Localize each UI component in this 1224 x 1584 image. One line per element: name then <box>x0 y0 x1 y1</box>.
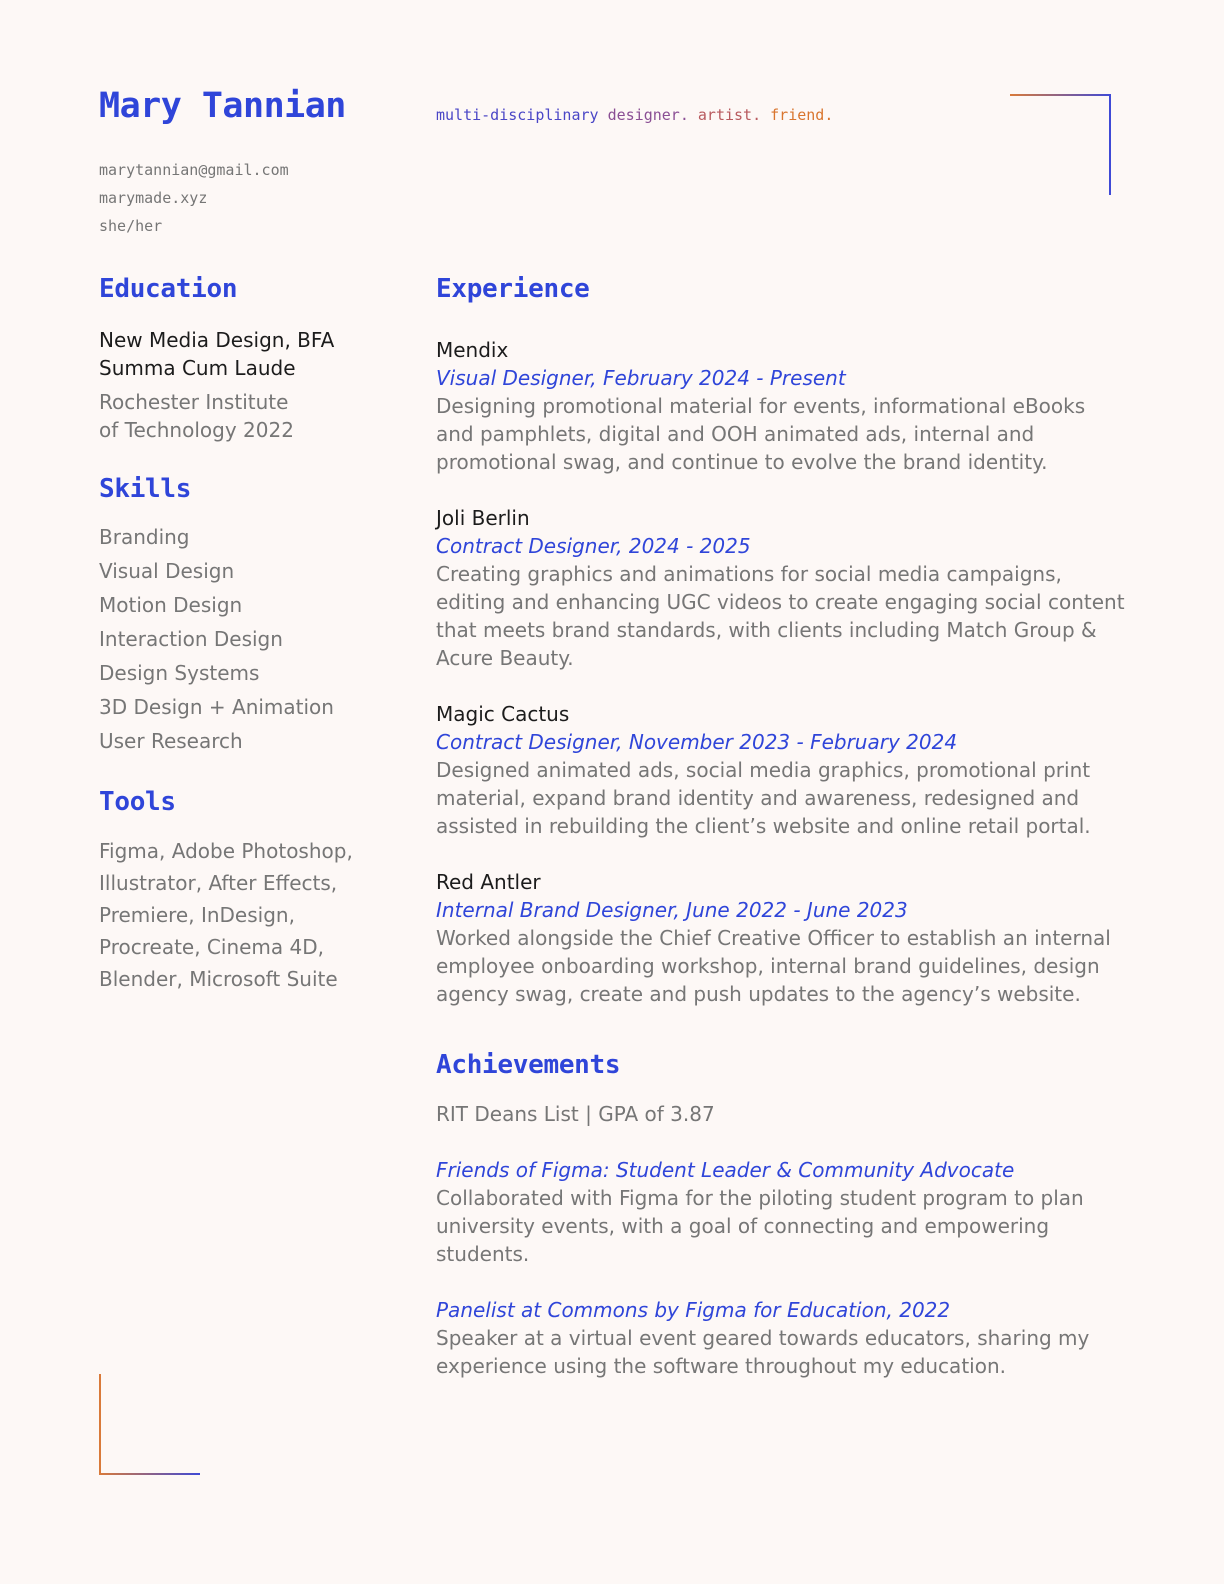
tools-title: Tools <box>99 787 176 817</box>
education-school-line2: of Technology 2022 <box>99 418 294 442</box>
achievement-deans-list: RIT Deans List | GPA of 3.87 <box>436 1102 715 1126</box>
job-entry <box>436 868 1136 1008</box>
job-role: Contract Designer, November 2023 - February 2024 <box>436 730 958 754</box>
job-role: Visual Designer, February 2024 - Present <box>436 366 846 390</box>
job-description: Designed animated ads, social media graphics, promotional print material, expand brand identity and awareness, redesigned and assisted in rebuilding the client’s website and online retail portal. <box>436 758 1091 838</box>
education-section <box>99 274 399 444</box>
education-school-line1: Rochester Institute <box>99 390 289 414</box>
tagline-part-3: artist. <box>688 106 762 124</box>
job-company: Magic Cactus <box>436 702 570 726</box>
skill-item: Design Systems <box>99 661 260 685</box>
experience-title: Experience <box>436 274 590 304</box>
achievement-description: Collaborated with Figma for the piloting student program to plan university events, with a goal of connecting and empowering students. <box>436 1186 1084 1266</box>
education-honors: Summa Cum Laude <box>99 356 296 380</box>
education-degree: New Media Design, BFA <box>99 328 335 352</box>
job-company: Mendix <box>436 338 509 362</box>
experience-section <box>436 274 1136 1036</box>
resume-name: Mary Tannian <box>99 86 346 126</box>
corner-accent-bottom-horizontal <box>99 1473 200 1475</box>
contact-email[interactable]: marytannian@gmail.com <box>99 161 289 179</box>
corner-accent-top-vertical <box>1109 94 1111 195</box>
achievement-title: Panelist at Commons by Figma for Education, 2022 <box>436 1298 951 1322</box>
achievement-entry <box>436 1296 1136 1380</box>
skill-item: Interaction Design <box>99 627 283 651</box>
achievements-section <box>436 1050 1136 1380</box>
achievements-title: Achievements <box>436 1050 621 1080</box>
job-company: Joli Berlin <box>436 506 530 530</box>
tagline-part-1: multi-disciplinary <box>436 106 599 124</box>
job-role: Contract Designer, 2024 - 2025 <box>436 534 751 558</box>
skill-item: Motion Design <box>99 593 243 617</box>
corner-accent-top-horizontal <box>1010 94 1111 96</box>
skill-item: 3D Design + Animation <box>99 695 334 719</box>
job-description: Designing promotional material for events, informational eBooks and pamphlets, digital and OOH animated ads, internal and promotional swag, and continue to evolve the brand identity. <box>436 394 1086 474</box>
skill-item: User Research <box>99 729 243 753</box>
job-description: Worked alongside the Chief Creative Officer to establish an internal employee onboarding workshop, internal brand guidelines, design agency swag, create and push updates to the agency’s website. <box>436 926 1111 1006</box>
job-description: Creating graphics and animations for social media campaigns, editing and enhancing UGC videos to create engaging social content that meets brand standards, with clients including Match Group & Acure Beauty. <box>436 562 1125 670</box>
contact-pronouns: she/her <box>99 217 163 235</box>
education-title: Education <box>99 274 238 304</box>
job-entry <box>436 336 1136 476</box>
skills-section <box>99 474 399 758</box>
tagline-part-2: designer. <box>598 106 689 124</box>
tagline-part-4: friend. <box>761 106 834 124</box>
job-entry <box>436 700 1136 840</box>
achievement-title: Friends of Figma: Student Leader & Community Advocate <box>436 1158 1015 1182</box>
corner-accent-bottom-vertical <box>99 1374 101 1475</box>
achievement-description: Speaker at a virtual event geared towards educators, sharing my experience using the software throughout my education. <box>436 1326 1090 1378</box>
skills-title: Skills <box>99 474 192 504</box>
skill-item: Visual Design <box>99 559 235 583</box>
job-entry <box>436 504 1136 672</box>
tools-section <box>99 787 399 995</box>
achievement-entry <box>436 1156 1136 1268</box>
job-role: Internal Brand Designer, June 2022 - June 2023 <box>436 898 908 922</box>
skill-item: Branding <box>99 525 190 549</box>
tools-list: Figma, Adobe Photoshop, Illustrator, After Effects, Premiere, InDesign, Procreate, Cinema 4D, Blender, Microsoft Suite <box>99 839 353 991</box>
tagline <box>436 106 833 124</box>
contact-website[interactable]: marymade.xyz <box>99 189 208 207</box>
job-company: Red Antler <box>436 870 541 894</box>
